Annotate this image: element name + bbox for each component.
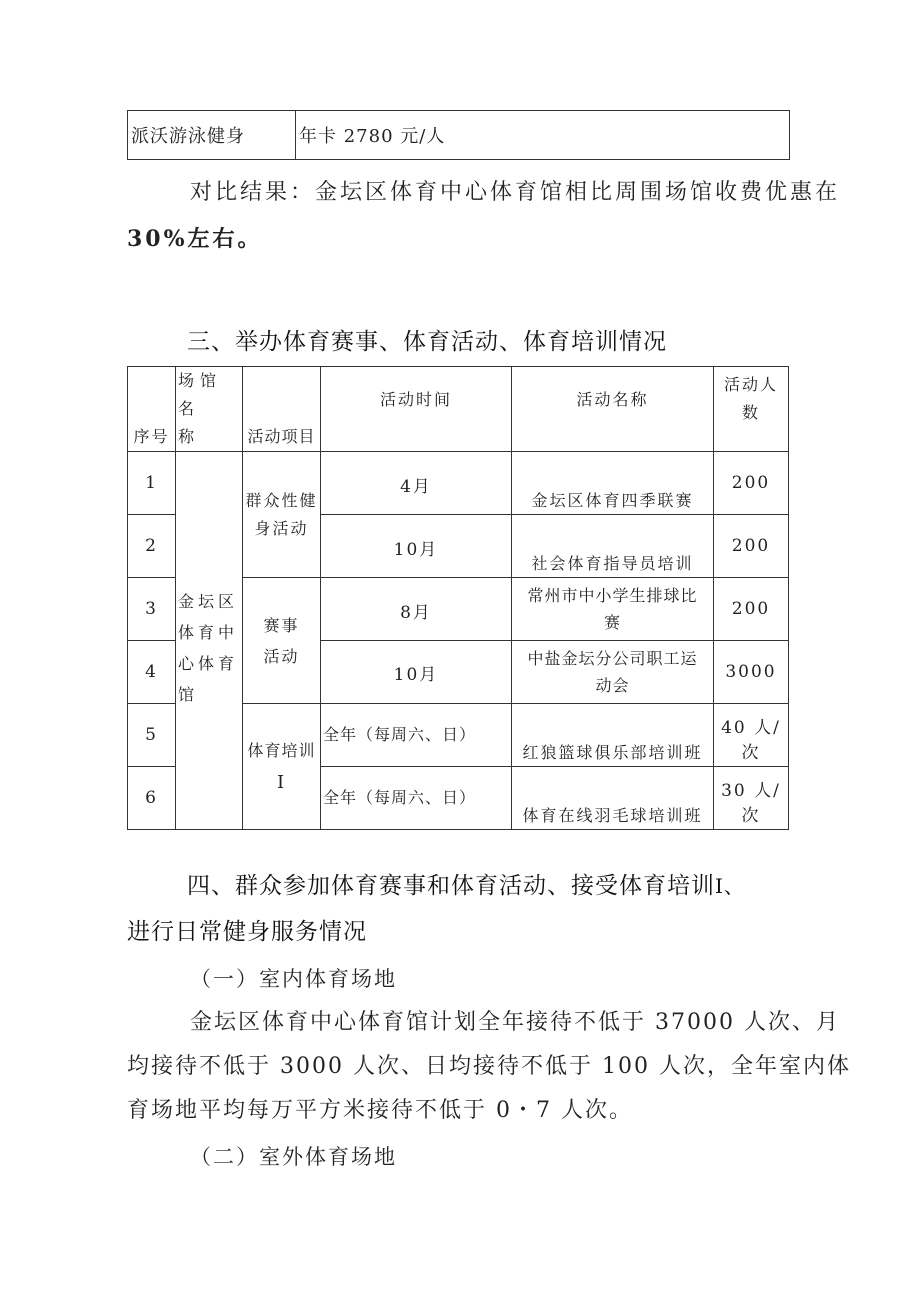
item-group-events — [243, 578, 321, 704]
name-line: 中盐金坛分公司职工运 — [527, 649, 698, 668]
name-cell: 红狼篮球俱乐部培训班 — [512, 704, 714, 767]
subsection-indoor-title: （一）室内体育场地 — [190, 967, 397, 991]
item-group-fitness — [243, 452, 321, 578]
name-cell — [512, 641, 714, 704]
item-line: I — [276, 771, 287, 793]
name-line: 赛 — [603, 613, 621, 632]
item-line: 赛事 — [263, 615, 300, 635]
item-line: 群众性健 — [245, 490, 318, 510]
seq-cell: 6 — [128, 767, 176, 830]
time-cell: 8月 — [321, 578, 512, 641]
header-count-a: 活动人 — [723, 375, 778, 394]
venue-line: 体育中 — [178, 623, 239, 642]
name-cell: 金坛区体育四季联赛 — [512, 452, 714, 515]
item-line: 身活动 — [254, 518, 309, 538]
seq-cell: 1 — [128, 452, 176, 515]
header-venue — [176, 367, 243, 452]
count-cell: 200 — [714, 515, 789, 578]
header-row — [128, 367, 789, 452]
subsection-outdoor-title: （二）室外体育场地 — [190, 1145, 397, 1169]
item-line: 体育培训 — [247, 740, 316, 760]
count-cell: 200 — [714, 578, 789, 641]
header-name: 活动名称 — [512, 367, 714, 452]
table-row — [128, 452, 789, 515]
para-line-2: 均接待不低于 3000 人次、日均接待不低于 100 人次，全年室内体 — [127, 1054, 851, 1079]
item-line: 活动 — [263, 646, 300, 666]
count-cell: 3000 — [714, 641, 789, 704]
time-cell: 10月 — [321, 515, 512, 578]
section-4-title-mark: I、 — [715, 874, 745, 898]
table-row — [128, 111, 790, 160]
section-4-title-line-1 — [187, 867, 745, 900]
venue-line: 心体育 — [178, 654, 239, 673]
comparison-line-1: 对比结果：金坛区体育中心体育馆相比周围场馆收费优惠在 — [190, 180, 841, 205]
seq-cell: 2 — [128, 515, 176, 578]
name-cell: 社会体育指导员培训 — [512, 515, 714, 578]
header-venue-b: 称 — [178, 427, 197, 446]
venue-cell — [176, 452, 243, 830]
count-cell: 40 人/次 — [714, 704, 789, 767]
section-4-title-line-2: 进行日常健身服务情况 — [127, 919, 367, 945]
time-cell: 全年（每周六、日） — [321, 767, 512, 830]
seq-cell: 5 — [128, 704, 176, 767]
venue-cell: 派沃游泳健身 — [128, 111, 296, 160]
time-cell: 4月 — [321, 452, 512, 515]
section-4-title-text: 四、群众参加体育赛事和体育活动、接受体育培训 — [187, 873, 715, 899]
events-table — [127, 366, 789, 830]
venue-line: 金坛区 — [178, 592, 239, 611]
header-time: 活动时间 — [321, 367, 512, 452]
venue-line: 馆 — [178, 685, 197, 704]
seq-cell: 3 — [128, 578, 176, 641]
name-line: 常州市中小学生排球比 — [527, 586, 698, 605]
name-cell: 体育在线羽毛球培训班 — [512, 767, 714, 830]
count-cell: 200 — [714, 452, 789, 515]
item-group-training — [243, 704, 321, 830]
header-venue-a: 场馆名 — [178, 371, 223, 418]
header-item: 活动项目 — [243, 367, 321, 452]
header-seq: 序号 — [128, 367, 176, 452]
time-cell: 10月 — [321, 641, 512, 704]
seq-cell: 4 — [128, 641, 176, 704]
price-table — [127, 110, 790, 160]
name-line: 动会 — [595, 676, 630, 695]
comparison-line-2: 30%左右。 — [127, 226, 263, 252]
header-count — [714, 367, 789, 452]
name-cell — [512, 578, 714, 641]
para-line-3: 育场地平均每万平方米接待不低于 0・7 人次。 — [127, 1098, 633, 1123]
para-line-1: 金坛区体育中心体育馆计划全年接待不低于 37000 人次、月 — [190, 1010, 840, 1035]
section-3-title: 三、举办体育赛事、体育活动、体育培训情况 — [187, 329, 667, 355]
header-count-b: 数 — [741, 403, 760, 422]
count-cell: 30 人/次 — [714, 767, 789, 830]
time-cell: 全年（每周六、日） — [321, 704, 512, 767]
price-cell: 年卡 2780 元/人 — [296, 111, 790, 160]
